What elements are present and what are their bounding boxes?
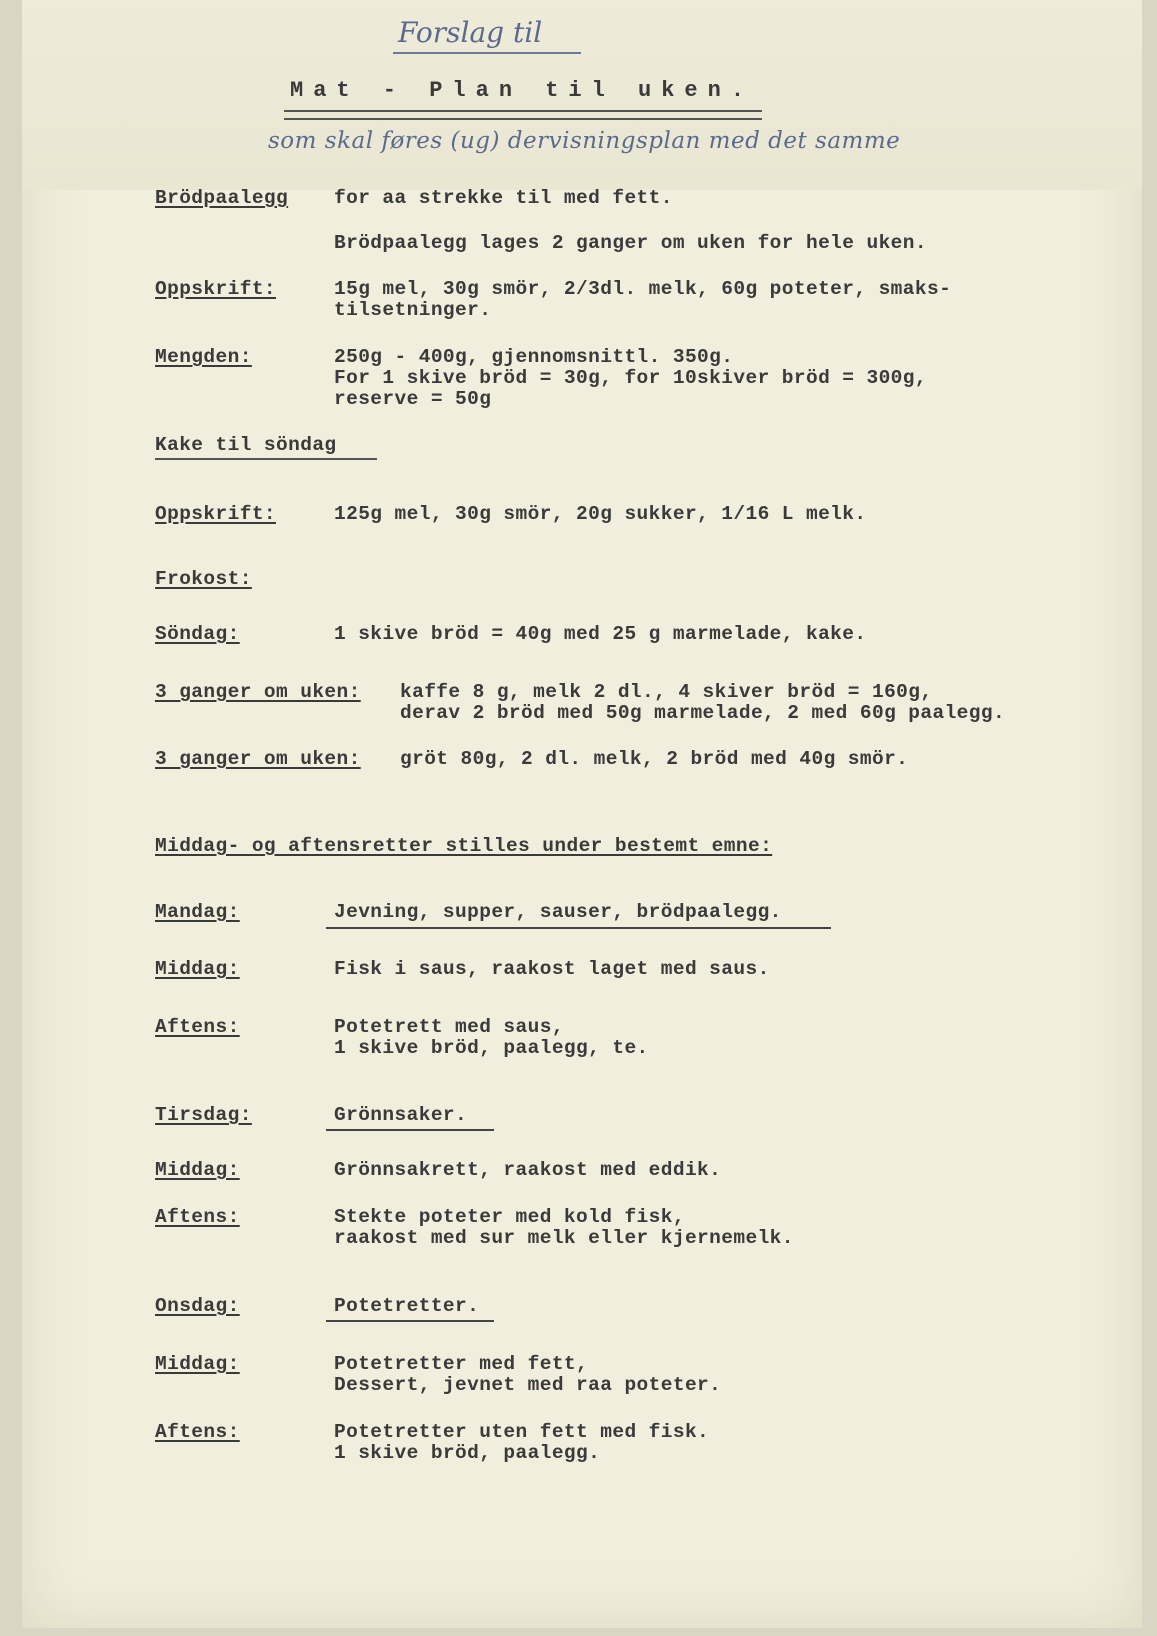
handwritten-note: som skal føres (ug) dervisningsplan med det samme	[268, 128, 901, 154]
title-double-underline	[284, 110, 762, 120]
tirsdag-theme-underline	[326, 1129, 494, 1131]
tirsdag-middag: Grönnsakrett, raakost med eddik.	[334, 1159, 722, 1181]
label-sondag: Söndag:	[155, 623, 240, 645]
label-tirsdag: Tirsdag:	[155, 1104, 252, 1126]
onsdag-aftens-line1: Potetretter uten fett med fisk.	[334, 1421, 710, 1443]
onsdag-theme: Potetretter.	[334, 1295, 480, 1317]
brodpaalegg-line2: Brödpaalegg lages 2 ganger om uken for hele uken.	[334, 232, 927, 254]
mandag-theme-underline	[326, 927, 831, 929]
label-onsdag-middag: Middag:	[155, 1353, 240, 1375]
label-mandag-middag: Middag:	[155, 958, 240, 980]
label-kake-til-sondag: Kake til söndag	[155, 434, 337, 456]
mandag-theme: Jevning, supper, sauser, brödpaalegg.	[334, 901, 782, 923]
label-tirsdag-aftens: Aftens:	[155, 1206, 240, 1228]
handwritten-heading: Forslag til	[398, 16, 543, 49]
tirsdag-theme: Grönnsaker.	[334, 1104, 468, 1126]
onsdag-aftens-line2: 1 skive bröd, paalegg.	[334, 1442, 601, 1464]
mengden-line3: reserve = 50g	[334, 388, 492, 410]
mandag-middag: Fisk i saus, raakost laget med saus.	[334, 958, 770, 980]
label-onsdag: Onsdag:	[155, 1295, 240, 1317]
ganger-1-line2: derav 2 bröd med 50g marmelade, 2 med 60g paalegg.	[400, 702, 1006, 724]
onsdag-middag-line1: Potetretter med fett,	[334, 1353, 589, 1375]
oppskrift-1-line1: 15g mel, 30g smör, 2/3dl. melk, 60g poteter, smaks-	[334, 278, 952, 300]
oppskrift-2-line1: 125g mel, 30g smör, 20g sukker, 1/16 L melk.	[334, 503, 867, 525]
label-mengden: Mengden:	[155, 346, 252, 368]
label-mandag-aftens: Aftens:	[155, 1016, 240, 1038]
onsdag-middag-line2: Dessert, jevnet med raa poteter.	[334, 1374, 722, 1396]
label-onsdag-aftens: Aftens:	[155, 1421, 240, 1443]
label-oppskrift-2: Oppskrift:	[155, 503, 277, 525]
label-brodpaalegg: Brödpaalegg	[155, 187, 289, 209]
tirsdag-aftens-line1: Stekte poteter med kold fisk,	[334, 1206, 685, 1228]
ganger-2-line1: gröt 80g, 2 dl. melk, 2 bröd med 40g smör.	[400, 748, 909, 770]
label-3-ganger-1: 3 ganger om uken:	[155, 681, 361, 703]
label-frokost: Frokost:	[155, 568, 252, 590]
page-title: Mat - Plan til uken.	[290, 78, 755, 103]
kake-underline	[155, 458, 377, 460]
brodpaalegg-line1: for aa strekke til med fett.	[334, 187, 673, 209]
oppskrift-1-line2: tilsetninger.	[334, 299, 492, 321]
onsdag-theme-underline	[326, 1320, 494, 1322]
ganger-1-line1: kaffe 8 g, melk 2 dl., 4 skiver bröd = 160g,	[400, 681, 933, 703]
mandag-aftens-line2: 1 skive bröd, paalegg, te.	[334, 1037, 649, 1059]
mengden-line1: 250g - 400g, gjennomsnittl. 350g.	[334, 346, 734, 368]
mandag-aftens-line1: Potetrett med saus,	[334, 1016, 564, 1038]
label-oppskrift-1: Oppskrift:	[155, 278, 277, 300]
handwritten-heading-underline	[393, 52, 581, 54]
label-tirsdag-middag: Middag:	[155, 1159, 240, 1181]
label-3-ganger-2: 3 ganger om uken:	[155, 748, 361, 770]
sondag-line1: 1 skive bröd = 40g med 25 g marmelade, kake.	[334, 623, 867, 645]
mengden-line2: For 1 skive bröd = 30g, for 10skiver bröd = 300g,	[334, 367, 927, 389]
tirsdag-aftens-line2: raakost med sur melk eller kjernemelk.	[334, 1227, 794, 1249]
middag-aftens-heading: Middag- og aftensretter stilles under bestemt emne:	[155, 835, 773, 857]
label-mandag: Mandag:	[155, 901, 240, 923]
